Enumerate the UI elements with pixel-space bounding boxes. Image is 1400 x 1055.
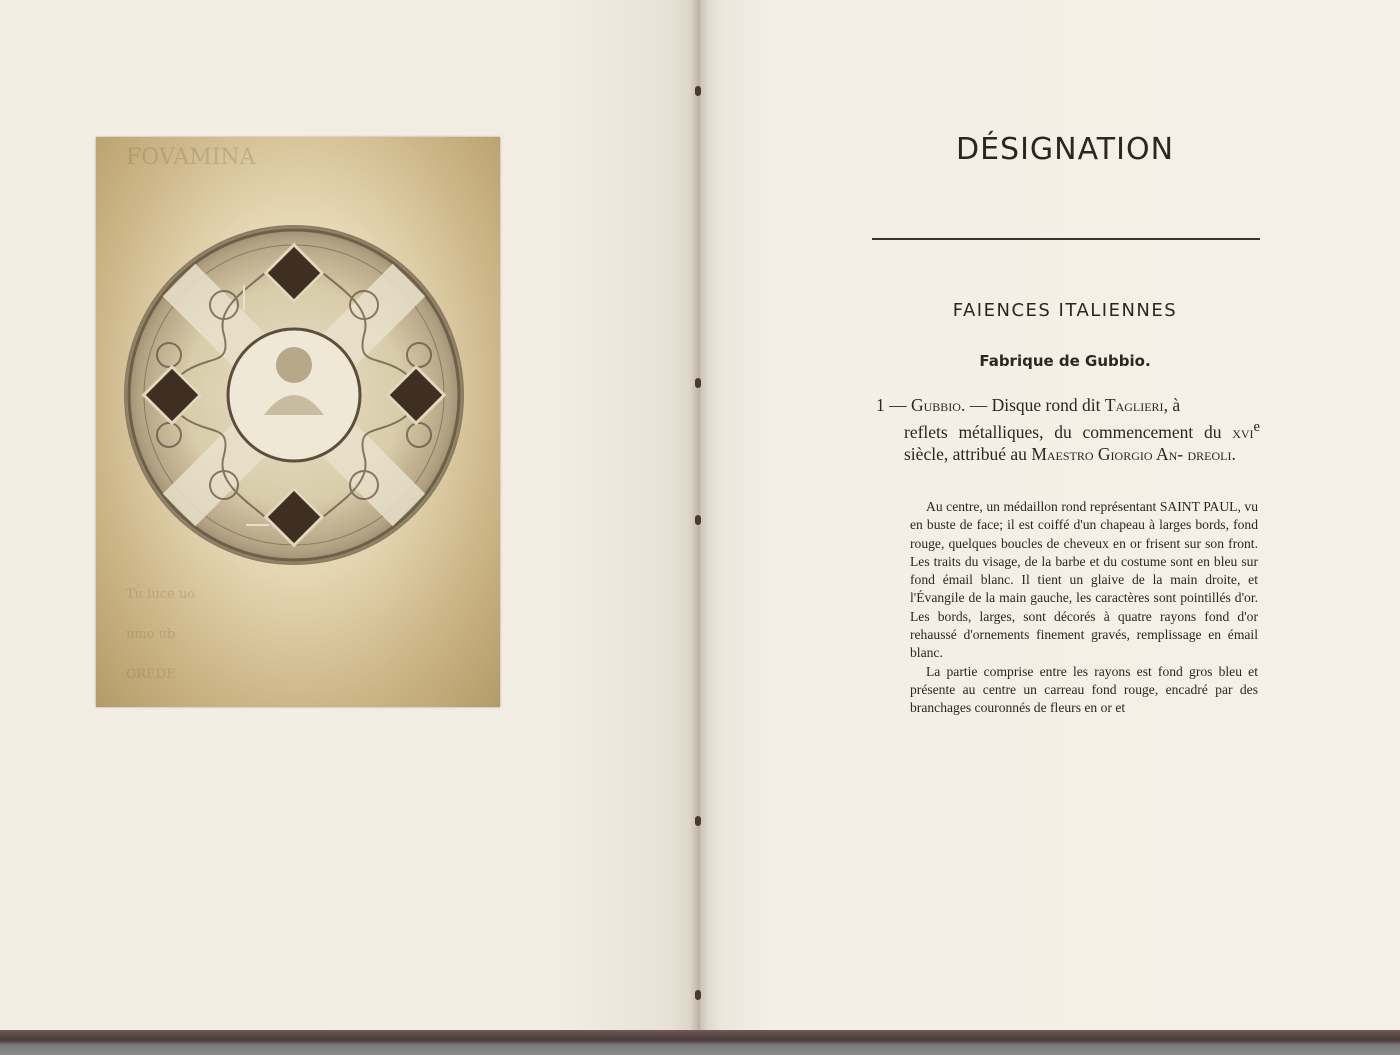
entry-text: siècle, attribué au: [904, 443, 1032, 464]
binding-stitch: [695, 515, 701, 525]
ghost-text: FOVAMINA: [126, 145, 256, 170]
entry-century-sup: e: [1253, 419, 1261, 435]
plate-drawing: [124, 225, 464, 565]
entry-name: Gubbio: [911, 395, 961, 415]
ghost-text: nmo ub: [126, 627, 176, 642]
entry-term: Taglieri: [1104, 395, 1164, 415]
plate-photograph: [96, 137, 500, 707]
maiolica-plate-image: [124, 225, 464, 565]
title-rule: [872, 238, 1260, 240]
entry-number: 1: [876, 395, 885, 415]
binding-stitch: [695, 378, 701, 388]
page-title: DÉSIGNATION: [955, 132, 1175, 167]
entry-master-end: dreoli: [1187, 443, 1232, 464]
entry-century: xvi: [1232, 421, 1254, 442]
left-page: [0, 0, 698, 1032]
entry-dash: —: [884, 395, 911, 415]
ghost-text: GREDE: [126, 667, 176, 682]
binding-stitch: [695, 990, 701, 1000]
entry-continuation: [876, 416, 1260, 465]
entry-text: .: [1231, 443, 1236, 464]
description-paragraph: La partie comprise entre les rayons est fond gros bleu et présente au centre un carreau fond rouge, encadré par des branchages couronnés de fleurs en or et: [910, 663, 1258, 716]
entry-text: reflets métalliques, du commencement du: [904, 421, 1222, 442]
description-paragraph: Au centre, un médaillon rond représentant SAINT PAUL, vu en buste de face; il est coiffé d'un chapeau à larges bords, fond rouge, quelques boucles de cheveux en or frisent sur son front. Les traits du visage, de la barbe et du costume sont en bleu sur fond émail blanc. Il tient un glaive de la main droite, et l'Évangile de la main gauche, les caractères sont pointillés d'or. Les bords, larges, sont décorés à quatre rayons fond d'or rehaussé d'ornements finement gravés, remplissage en émail blanc.: [910, 499, 1258, 661]
section-heading: FAIENCES ITALIENNES: [952, 300, 1178, 321]
binding-stitch: [695, 816, 701, 826]
entry-description: [910, 498, 1258, 718]
entry-master: Maestro Giorgio An-: [1031, 443, 1184, 464]
binding-stitch: [695, 86, 701, 96]
catalog-entry: [876, 394, 1260, 465]
entry-text: , à: [1163, 395, 1181, 415]
entry-text: . — Disque rond dit: [960, 395, 1105, 415]
subsection-heading: Fabrique de Gubbio.: [979, 352, 1151, 370]
book-cover-edge: [0, 1030, 1400, 1055]
ghost-text: Tu luce uo: [126, 587, 196, 602]
